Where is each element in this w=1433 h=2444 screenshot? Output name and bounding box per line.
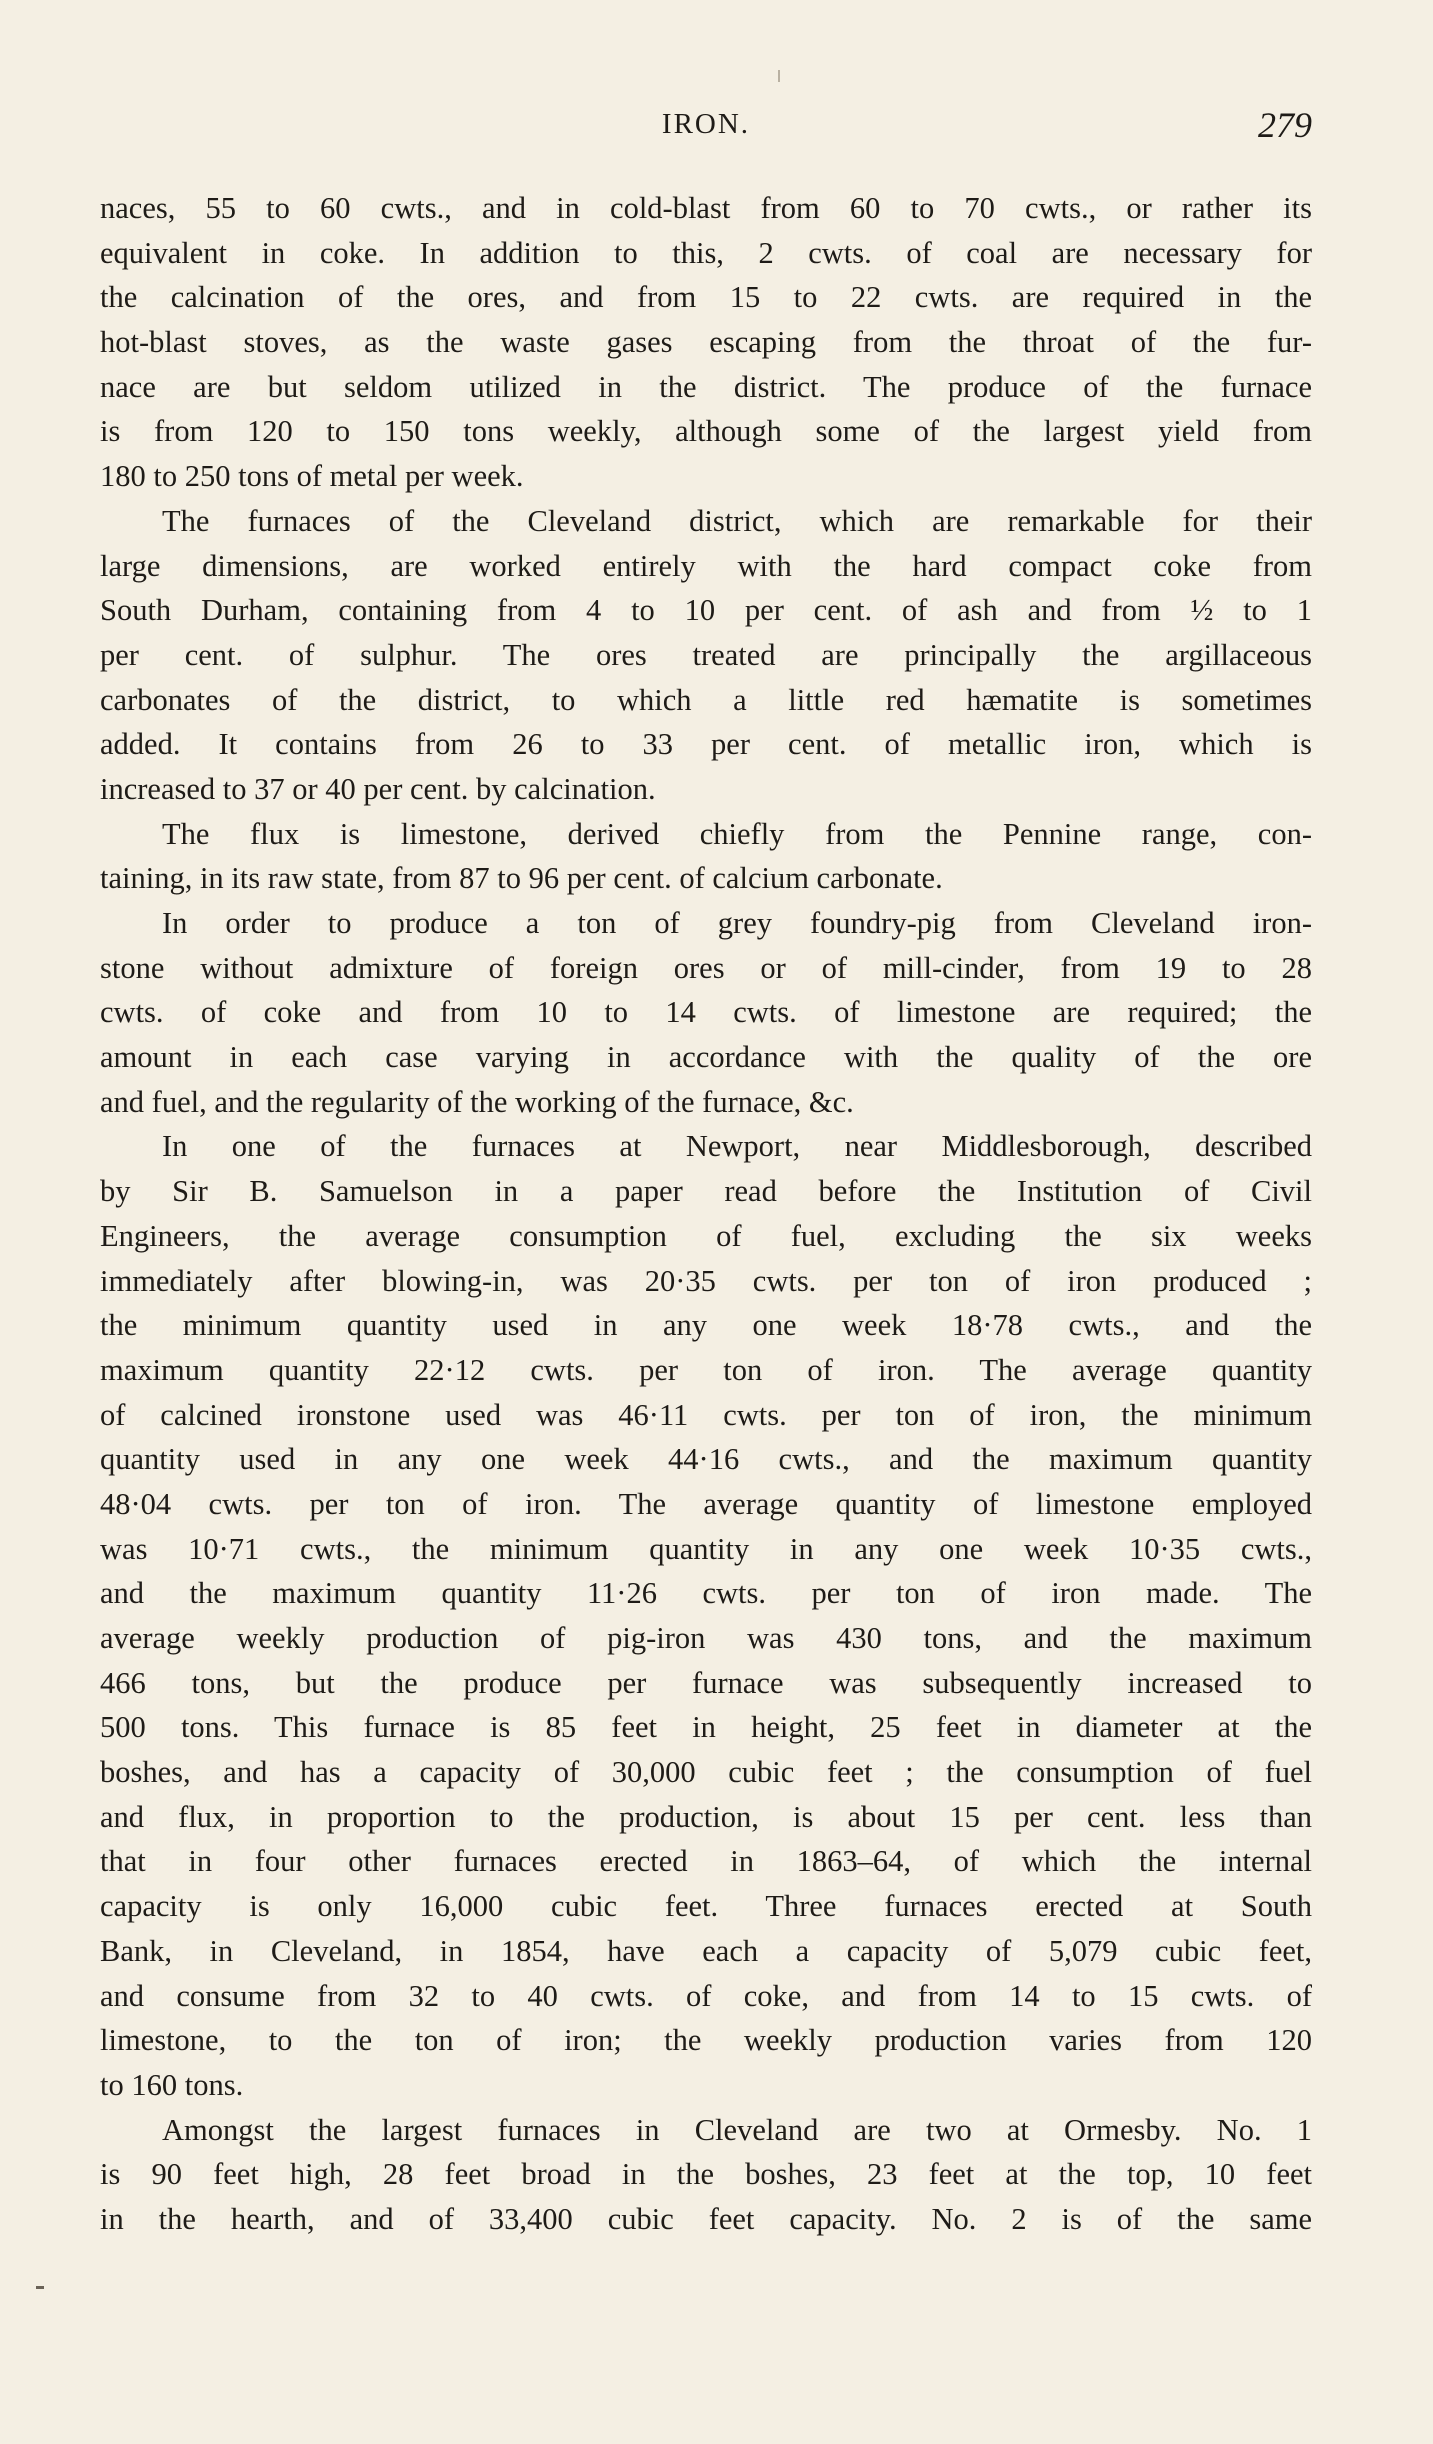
text-line: South Durham, containing from 4 to 10 per cent. of ash and from ½ to 1 [100,593,1312,628]
text-line: carbonates of the district, to which a little red hæmatite is sometimes [100,682,1312,717]
text-line: 48·04 cwts. per ton of iron. The average quantity of limestone employed [100,1486,1312,1521]
text-line: was 10·71 cwts., the minimum quantity in any one week 10·35 cwts., [100,1531,1312,1566]
text-line: and fuel, and the regularity of the working of the furnace, &c. [100,1084,854,1119]
text-line: The furnaces of the Cleveland district, which are remarkable for their [162,503,1312,538]
text-line: hot-blast stoves, as the waste gases escaping from the throat of the fur- [100,325,1312,360]
text-line: taining, in its raw state, from 87 to 96 per cent. of calcium carbonate. [100,861,943,896]
text-line: capacity is only 16,000 cubic feet. Three furnaces erected at South [100,1889,1312,1924]
text-line: stone without admixture of foreign ores or of mill-cinder, from 19 to 28 [100,950,1312,985]
text-line: increased to 37 or 40 per cent. by calcination. [100,771,656,806]
text-line: 500 tons. This furnace is 85 feet in height, 25 feet in diameter at the [100,1710,1312,1745]
text-line: is from 120 to 150 tons weekly, although some of the largest yield from [100,414,1312,449]
text-line: cwts. of coke and from 10 to 14 cwts. of limestone are required; the [100,995,1312,1030]
page-header [100,105,1312,158]
text-line: average weekly production of pig-iron was 430 tons, and the maximum [100,1621,1312,1655]
text-line: per cent. of sulphur. The ores treated are principally the argillaceous [100,637,1312,672]
text-line: 180 to 250 tons of metal per week. [100,459,524,494]
margin-mark [36,2286,44,2289]
text-line: and consume from 32 to 40 cwts. of coke, and from 14 to 15 cwts. of [100,1978,1312,2013]
text-line: amount in each case varying in accordance with the quality of the ore [100,1040,1312,1075]
text-line: quantity used in any one week 44·16 cwts., and the maximum quantity [100,1442,1312,1477]
text-line: and the maximum quantity 11·26 cwts. per ton of iron made. The [100,1576,1312,1611]
text-line: the minimum quantity used in any one week 18·78 cwts., and the [100,1308,1312,1343]
text-line: maximum quantity 22·12 cwts. per ton of iron. The average quantity [100,1352,1312,1387]
text-line: In one of the furnaces at Newport, near Middlesborough, described [162,1129,1312,1164]
text-line: The flux is limestone, derived chiefly from the Pennine range, con- [162,816,1312,851]
text-line: Amongst the largest furnaces in Cleveland are two at Ormesby. No. 1 [162,2112,1312,2147]
text-line: boshes, and has a capacity of 30,000 cubic feet ; the consumption of fuel [100,1755,1312,1790]
text-line: Engineers, the average consumption of fuel, excluding the six weeks [100,1218,1312,1253]
body-text [100,186,1312,2242]
text-line: limestone, to the ton of iron; the weekly production varies from 120 [100,2023,1312,2058]
text-line: Bank, in Cleveland, in 1854, have each a capacity of 5,079 cubic feet, [100,1933,1312,1968]
text-line: is 90 feet high, 28 feet broad in the boshes, 23 feet at the top, 10 feet [100,2157,1312,2192]
text-line: 466 tons, but the produce per furnace was subsequently increased to [100,1665,1312,1700]
text-line: In order to produce a ton of grey foundry-pig from Cleveland iron- [162,906,1312,940]
text-line: by Sir B. Samuelson in a paper read before the Institution of Civil [100,1174,1312,1209]
text-line: that in four other furnaces erected in 1863–64, of which the internal [100,1844,1312,1879]
text-line: and flux, in proportion to the production, is about 15 per cent. less than [100,1799,1312,1834]
text-line: the calcination of the ores, and from 15 to 22 cwts. are required in the [100,280,1312,315]
text-line: equivalent in coke. In addition to this, 2 cwts. of coal are necessary for [100,235,1312,270]
text-line: added. It contains from 26 to 33 per cent. of metallic iron, which is [100,727,1312,762]
text-line: nace are but seldom utilized in the district. The produce of the furnace [100,369,1312,404]
text-line: large dimensions, are worked entirely with the hard compact coke from [100,548,1312,583]
page-blemish [778,70,780,82]
text-line: to 160 tons. [100,2067,244,2102]
text-line: of calcined ironstone used was 46·11 cwts. per ton of iron, the minimum [100,1397,1312,1432]
page-number: 279 [1258,105,1312,145]
text-line: immediately after blowing-in, was 20·35 cwts. per ton of iron produced ; [100,1263,1312,1298]
text-line: in the hearth, and of 33,400 cubic feet capacity. No. 2 is of the same [100,2201,1312,2236]
text-line: naces, 55 to 60 cwts., and in cold-blast from 60 to 70 cwts., or rather its [100,191,1312,225]
running-title: IRON. [661,108,751,140]
